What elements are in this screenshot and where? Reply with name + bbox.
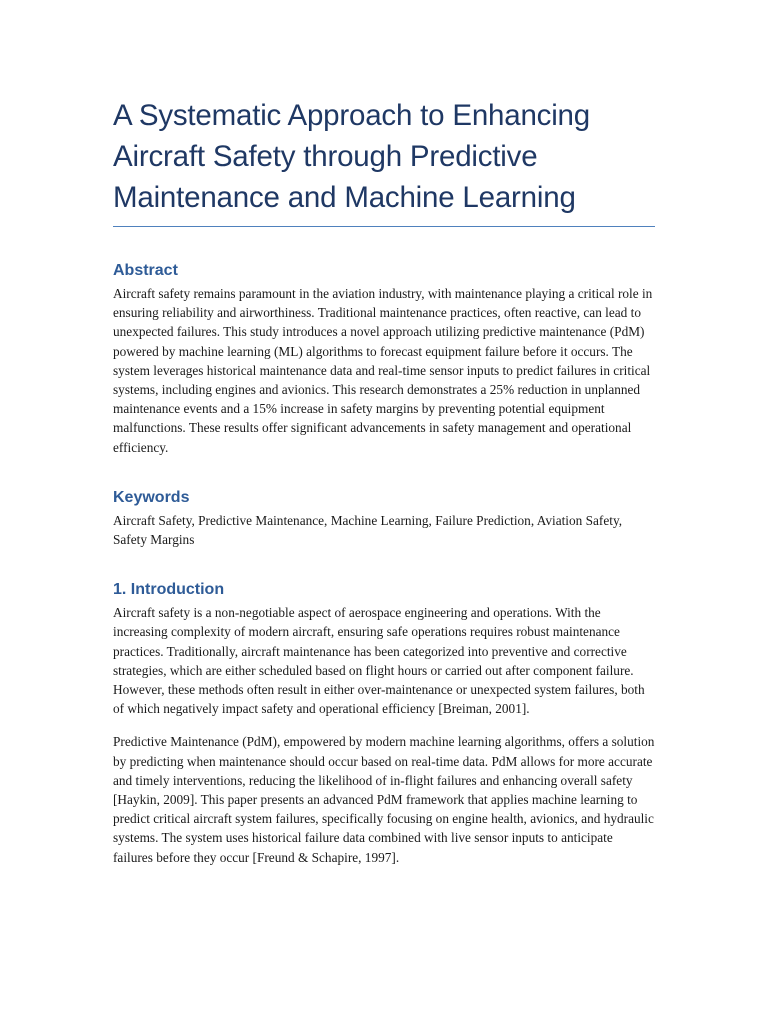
introduction-section xyxy=(113,580,655,867)
abstract-text: Aircraft safety remains paramount in the aviation industry, with maintenance playing a critical role in ensuring reliability and airworthiness. Traditional maintenance practices, often reactive, can lead to unexpected failures. This study introduces a novel approach utilizing predictive maintenance (PdM) powered by machine learning (ML) algorithms to forecast equipment failure before it occurs. The system leverages historical maintenance data and real-time sensor inputs to predict failures in critical systems, including engines and avionics. This research demonstrates a 25% reduction in unplanned maintenance events and a 15% increase in safety margins by preventing potential equipment malfunctions. These results offer significant advancements in safety management and operational efficiency. xyxy=(113,286,653,455)
document-page xyxy=(113,95,655,867)
keywords-text: Aircraft Safety, Predictive Maintenance, Machine Learning, Failure Prediction, Aviation Safety, Safety Margins xyxy=(113,512,623,548)
introduction-paragraph-1: Aircraft safety is a non-negotiable aspect of aerospace engineering and operations. With the increasing complexity of modern aircraft, ensuring safe operations requires robust maintenance practices. Traditionally, aircraft maintenance has been categorized into preventive and corrective strategies, which are either scheduled based on flight hours or carried out after component failure. However, these methods often result in either over-maintenance or unexpected system failures, both of which negatively impact safety and operational efficiency [Breiman, 2001]. xyxy=(113,605,645,717)
document-title: A Systematic Approach to Enhancing Aircraft Safety through Predictive Maintenance and Machine Learning xyxy=(113,99,590,214)
introduction-heading: 1. Introduction xyxy=(113,581,225,599)
keywords-section xyxy=(113,488,655,549)
keywords-heading: Keywords xyxy=(113,488,190,506)
abstract-section xyxy=(113,261,655,457)
title-divider xyxy=(113,226,655,227)
introduction-paragraph-2: Predictive Maintenance (PdM), empowered by modern machine learning algorithms, offers a solution by predicting when maintenance should occur based on real-time data. PdM allows for more accurate and timely interventions, reducing the likelihood of in-flight failures and enhancing overall safety [Haykin, 2009]. This paper presents an advanced PdM framework that applies machine learning to predict critical aircraft system failures, specifically focusing on engine health, avionics, and hydraulic systems. The system uses historical failure data combined with live sensor inputs to anticipate failures before they occur [Freund & Schapire, 1997]. xyxy=(113,734,655,865)
abstract-heading: Abstract xyxy=(113,262,178,279)
